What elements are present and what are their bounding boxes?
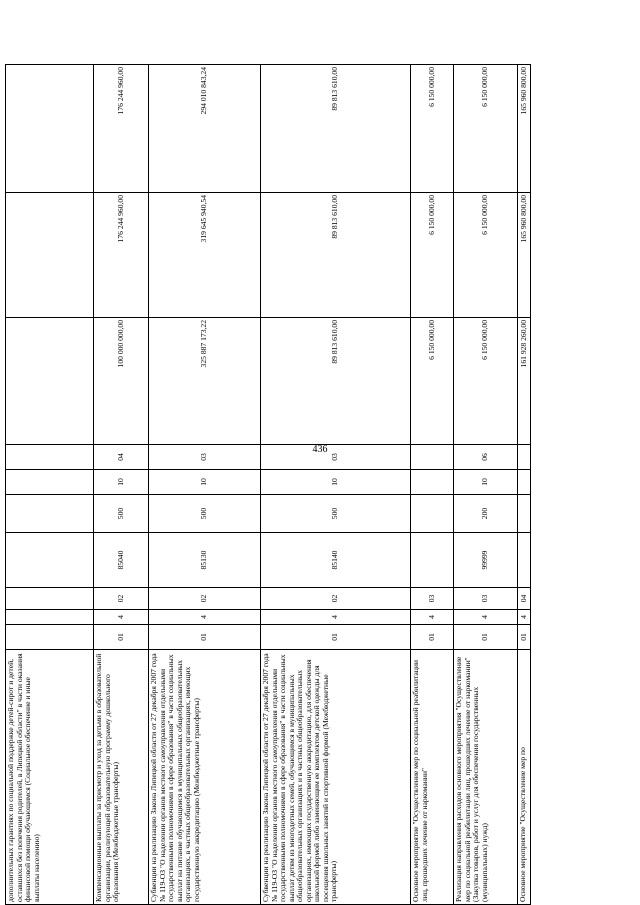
program-code-cell: 01 <box>518 625 531 650</box>
amount-year-3-cell: 6 150 000,00 <box>411 65 454 193</box>
amount-year-2-cell: 176 244 960,00 <box>94 193 149 318</box>
amount-year-3-cell: 176 244 960,00 <box>94 65 149 193</box>
row-name-cell: дополнительных гарантиях по социальной поддержке детей-сирот и детей, оставшихся без попечения родителей, в Липецкой области" в части оказания финансовой помощи обучающимся (Социальное обеспечение и иные выплаты населению) <box>6 650 94 905</box>
program-code-cell: 01 <box>411 625 454 650</box>
program-code-cell: 01 <box>149 625 261 650</box>
amount-year-3-cell: 6 150 000,00 <box>454 65 518 193</box>
table-row <box>411 65 454 905</box>
subsection-cell <box>6 445 94 470</box>
amount-year-2-cell: 89 813 610,00 <box>261 193 411 318</box>
event-code-cell: 04 <box>518 588 531 610</box>
row-name-cell: Субвенции на реализацию Закона Липецкой области от 27 декабря 2007 года № 119-ОЗ "О наделении органов местного самоуправления отдельными государственными полномочиями в сфере образования" в части социальных выплат на питание обучающимся в муниципальных общеобразовательных организациях, в частных общеобразовательных организациях, имеющих государственную аккредитацию (Межбюджетные трансферты) <box>149 650 261 905</box>
table-row <box>149 65 261 905</box>
subprogram-code-cell: 4 <box>261 610 411 625</box>
row-name-cell: Компенсационные выплаты за присмотр и уход за детьми в образовательной организации, реализующей образовательную программу дошкольного образования (Межбюджетные трансферты) <box>94 650 149 905</box>
section-cell: 10 <box>94 470 149 495</box>
amount-year-1-cell: 6 150 000,00 <box>454 318 518 445</box>
amount-year-2-cell: 6 150 000,00 <box>411 193 454 318</box>
program-code-cell <box>6 625 94 650</box>
direction-code-cell: 85040 <box>94 533 149 588</box>
amount-year-2-cell: 319 645 940,54 <box>149 193 261 318</box>
subprogram-code-cell: 4 <box>94 610 149 625</box>
rotated-page-content <box>5 65 535 905</box>
amount-year-1-cell: 6 150 000,00 <box>411 318 454 445</box>
row-name-cell: Субвенции на реализацию Закона Липецкой области от 27 декабря 2007 года № 119-ОЗ "О наделении органов местного самоуправления отдельными государственными полномочиями в сфере образования" в части социальных выплат детям из многодетных семей, обучающимся в муниципальных общеобразовательных организациях и в частных общеобразовательных организациях, имеющих государственную аккредитацию, для обеспечения школьной формой либо заменяющим ее комплектом детской одежды для посещения школьных занятий и спортивной формой (Межбюджетные трансферты) <box>261 650 411 905</box>
section-cell: 10 <box>149 470 261 495</box>
amount-year-1-cell: 89 813 610,00 <box>261 318 411 445</box>
amount-year-3-cell <box>6 65 94 193</box>
table-row <box>94 65 149 905</box>
table-row <box>518 65 531 905</box>
subprogram-code-cell: 4 <box>518 610 531 625</box>
event-code-cell: 02 <box>149 588 261 610</box>
table-row <box>454 65 518 905</box>
page-number: 436 <box>312 444 328 455</box>
subprogram-code-cell: 4 <box>411 610 454 625</box>
subsection-cell: 04 <box>94 445 149 470</box>
section-cell <box>518 470 531 495</box>
section-cell: 10 <box>261 470 411 495</box>
direction-code-cell <box>6 533 94 588</box>
row-name-cell: Реализация направления расходов основного мероприятия "Осуществление мер по социальной реабилитации лиц, прошедших лечение от наркомании" (Закупка товаров, работ и услуг для обеспечения государственных (муниципальных) нужд) <box>454 650 518 905</box>
direction-code-cell: 85140 <box>261 533 411 588</box>
amount-year-3-cell: 165 960 800,00 <box>518 65 531 193</box>
program-code-cell: 01 <box>261 625 411 650</box>
amount-year-1-cell <box>6 318 94 445</box>
amount-year-1-cell: 161 928 260,00 <box>518 318 531 445</box>
direction-code-cell: 99999 <box>454 533 518 588</box>
amount-year-3-cell: 89 813 610,00 <box>261 65 411 193</box>
subsection-cell: 06 <box>454 445 518 470</box>
subprogram-code-cell: 4 <box>454 610 518 625</box>
expense-type-cell <box>518 495 531 533</box>
expense-type-cell: 500 <box>261 495 411 533</box>
section-cell: 10 <box>454 470 518 495</box>
subsection-cell: 03 <box>261 445 411 470</box>
budget-table <box>5 64 531 905</box>
program-code-cell: 01 <box>94 625 149 650</box>
expense-type-cell <box>411 495 454 533</box>
row-name-cell: Основное мероприятие "Осуществление мер по социальной реабилитации лиц, прошедших лечение от наркомании" <box>411 650 454 905</box>
program-code-cell: 01 <box>454 625 518 650</box>
expense-type-cell: 500 <box>149 495 261 533</box>
expense-type-cell: 200 <box>454 495 518 533</box>
amount-year-1-cell: 325 887 173,22 <box>149 318 261 445</box>
event-code-cell: 03 <box>411 588 454 610</box>
amount-year-3-cell: 294 010 843,24 <box>149 65 261 193</box>
amount-year-2-cell: 6 150 000,00 <box>454 193 518 318</box>
table-row <box>6 65 94 905</box>
event-code-cell: 02 <box>94 588 149 610</box>
subprogram-code-cell <box>6 610 94 625</box>
event-code-cell: 02 <box>261 588 411 610</box>
expense-type-cell <box>6 495 94 533</box>
expense-type-cell: 500 <box>94 495 149 533</box>
direction-code-cell: 85130 <box>149 533 261 588</box>
event-code-cell <box>6 588 94 610</box>
event-code-cell: 03 <box>454 588 518 610</box>
subsection-cell: 03 <box>149 445 261 470</box>
table-row <box>261 65 411 905</box>
section-cell <box>6 470 94 495</box>
subsection-cell <box>411 445 454 470</box>
subsection-cell <box>518 445 531 470</box>
direction-code-cell <box>518 533 531 588</box>
subprogram-code-cell: 4 <box>149 610 261 625</box>
amount-year-1-cell: 100 000 000,00 <box>94 318 149 445</box>
section-cell <box>411 470 454 495</box>
amount-year-2-cell: 165 960 800,00 <box>518 193 531 318</box>
direction-code-cell <box>411 533 454 588</box>
row-name-cell: Основное мероприятие "Осуществление мер по <box>518 650 531 905</box>
amount-year-2-cell <box>6 193 94 318</box>
